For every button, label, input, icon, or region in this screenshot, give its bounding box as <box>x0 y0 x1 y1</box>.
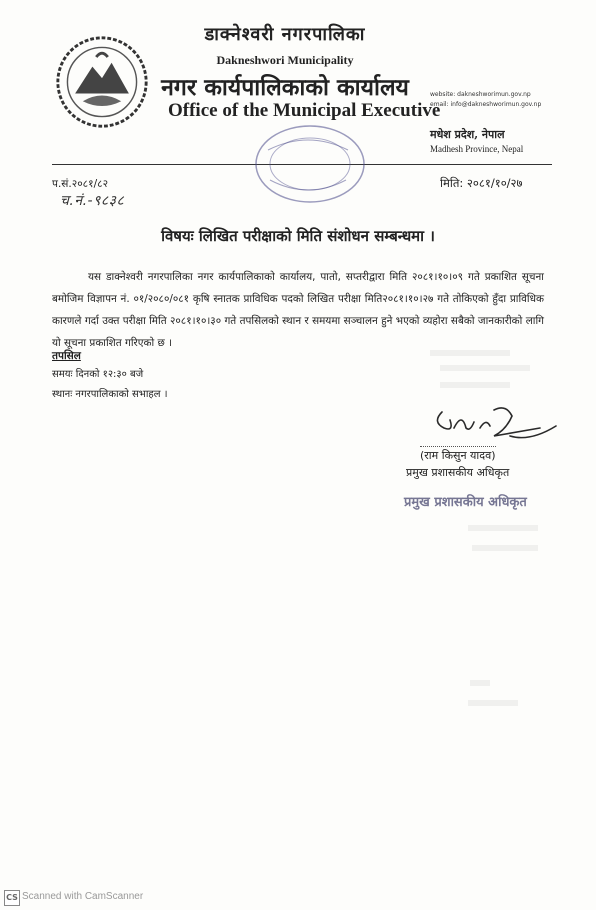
signatory-name: (राम किसुन यादव) <box>420 446 496 463</box>
email-text: email: info@dakneshworimun.gov.np <box>430 101 542 108</box>
municipality-emblem-logo <box>54 34 150 130</box>
reference-number: प.सं.२०८१/८२ <box>52 178 109 190</box>
notice-body-paragraph: यस डाक्नेश्वरी नगरपालिका नगर कार्यपालिकाको कार्यालय, पातो, सप्तरीद्वारा मिति २०८१।१०।०९ गते प्रकाशित सूचना बमोजिम विज्ञापन नं. ०१/२०८०/०८१ कृषि स्नातक प्राविधिक पदको लिखित परीक्षा मिति२०८१।१०।२७ गते तोकिएको हुँदा प्राविधिक कारणले गर्दा उक्त परीक्षा मिति २०८१।१०।३० गते तपसिलको स्थान र समयमा सञ्चालन हुने भएको व्यहोरा सबैको जानकारीको लागि यो सूचना प्रकाशित गरिएको छ । <box>52 271 544 349</box>
municipality-name-nepali: डाक्नेश्वरी नगरपालिका <box>204 24 366 45</box>
exam-time: समयः दिनको १२:३० बजे <box>52 369 144 380</box>
signatory-rubber-stamp: प्रमुख प्रशासकीय अधिकृत <box>404 495 527 510</box>
bleed-through-mark <box>470 680 490 686</box>
bleed-through-mark <box>440 382 510 388</box>
details-heading: तपसिल <box>52 350 81 362</box>
contact-info <box>430 90 541 110</box>
camscanner-logo-icon: CS <box>4 890 20 906</box>
bleed-through-mark <box>472 545 538 551</box>
bleed-through-mark <box>440 365 530 371</box>
province-english: Madhesh Province, Nepal <box>430 144 524 154</box>
subject-line: विषयः लिखित परीक्षाको मिति संशोधन सम्बन्धमा । <box>161 227 435 245</box>
bleed-through-mark <box>468 525 538 531</box>
exam-venue: स्थानः नगरपालिकाको सभाहल । <box>52 389 168 400</box>
office-name-nepali: नगर कार्यपालिकाको कार्यालय <box>161 74 409 101</box>
municipality-name-english: Dakneshwori Municipality <box>216 53 354 67</box>
province-nepali: मधेश प्रदेश, नेपाल <box>430 128 505 141</box>
office-stamp-seal <box>248 120 368 208</box>
bleed-through-mark <box>468 700 518 706</box>
office-name-english: Office of the Municipal Executive <box>168 100 441 121</box>
dispatch-number-handwritten: च.नं.-९८३८ <box>60 193 125 209</box>
scanner-watermark: Scanned with CamScanner <box>22 891 144 902</box>
website-text: website: dakneshworimun.gov.np <box>430 91 531 98</box>
bleed-through-mark <box>430 350 510 356</box>
letter-date: मिति: २०८१/१०/२७ <box>440 176 523 190</box>
signatory-title: प्रमुख प्रशासकीय अधिकृत <box>406 466 510 479</box>
